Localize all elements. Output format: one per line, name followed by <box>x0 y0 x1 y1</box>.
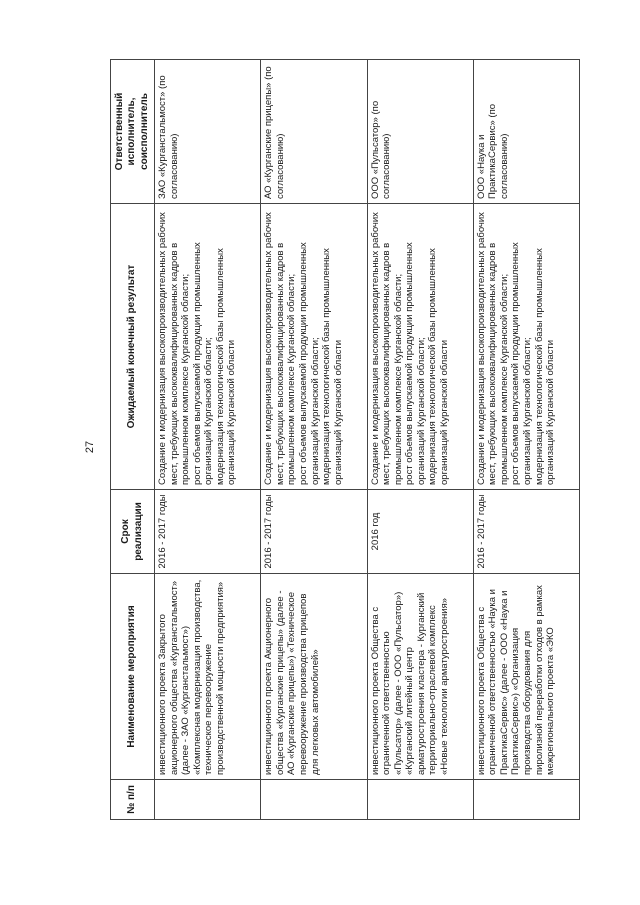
result-line: модернизация технологической базы промышленных организаций Курганской области <box>533 248 557 485</box>
result-line: рост объемов выпускаемой продукции промышленных организаций Курганской области; <box>297 242 321 485</box>
cell-responsible: АО «Курганские прицепы» (по согласованию) <box>261 60 367 204</box>
cell-num <box>155 780 261 820</box>
cell-term: 2016 год <box>367 490 473 574</box>
header-name: Наименование мероприятия <box>111 574 155 780</box>
cell-term: 2016 - 2017 годы <box>473 490 579 574</box>
cell-term: 2016 - 2017 годы <box>261 490 367 574</box>
cell-responsible: ООО «Наука и ПрактикаСервис» (по согласованию) <box>473 60 579 204</box>
result-line: Создание и модернизация высокопроизводительных рабочих мест, требующих высококвалифицированных кадров в промышленном комплексе Курганской области; <box>369 212 404 485</box>
result-line: Создание и модернизация высокопроизводительных рабочих мест, требующих высококвалифицированных кадров в промышленном комплексе Курганской области; <box>475 212 510 485</box>
table-row <box>367 60 473 820</box>
cell-result <box>473 204 579 490</box>
result-line: Создание и модернизация высокопроизводительных рабочих мест, требующих высококвалифицированных кадров в промышленном комплексе Курганской области; <box>157 212 192 485</box>
result-line: рост объемов выпускаемой продукции промышленных организаций Курганской области; <box>191 242 215 485</box>
header-num: № п/п <box>111 780 155 820</box>
cell-num <box>473 780 579 820</box>
measures-table <box>110 59 580 820</box>
header-result: Ожидаемый конечный результат <box>111 204 155 490</box>
cell-name: инвестиционного проекта Общества с ограниченной ответственностью «Пульсатор» (далее - ООО «Пульсатор») «Курганский литейный центр арматуростроения кластера - Курганский территориально-отраслевой комплекс «Новые технологии арматуростроения» <box>367 574 473 780</box>
result-line: модернизация технологической базы промышленных организаций Курганской области <box>214 248 238 485</box>
table-header-row <box>111 60 155 820</box>
cell-responsible: ЗАО «Курганстальмост» (по согласованию) <box>155 60 261 204</box>
result-line: рост объемов выпускаемой продукции промышленных организаций Курганской области; <box>510 242 534 485</box>
cell-term: 2016 - 2017 годы <box>155 490 261 574</box>
table-row <box>155 60 261 820</box>
result-line: модернизация технологической базы промышленных организаций Курганской области <box>427 248 450 485</box>
table-row <box>473 60 579 820</box>
table-container <box>110 60 580 820</box>
rotated-table <box>110 60 580 820</box>
cell-num <box>367 780 473 820</box>
cell-name: инвестиционного проекта Акционерного общества «Курганские прицепы» (далее - АО «Курганские прицепы») «Техническое перевооружение производства прицепов для легковых автомобилей» <box>261 574 367 780</box>
result-line: Создание и модернизация высокопроизводительных рабочих мест, требующих высококвалифицированных кадров в промышленном комплексе Курганской области; <box>263 212 298 485</box>
header-term: Срок реализации <box>111 490 155 574</box>
result-line: модернизация технологической базы промышленных организаций Курганской области <box>321 248 344 485</box>
cell-result <box>155 204 261 490</box>
cell-name: инвестиционного проекта Закрытого акционерного общества «Курганстальмост» (далее - ЗАО «Курганстальмост») «Комплексная модернизация производства, техническое перевооружение производственной мощности предприятия» <box>155 574 261 780</box>
header-responsible: Ответственный исполнитель, соисполнитель <box>111 60 155 204</box>
table-row <box>261 60 367 820</box>
result-line: рост объемов выпускаемой продукции промышленных организаций Курганской области; <box>404 242 427 485</box>
cell-result <box>367 204 473 490</box>
cell-name: инвестиционного проекта Общества с ограниченной ответственностью «Наука и ПрактикаСервис» (далее - ООО «Наука и ПрактикаСервис») «Организация производства оборудования для пиролизной переработки отходов в рамках межрегионального проекта «ЭКО <box>473 574 579 780</box>
page-number: 27 <box>84 440 96 454</box>
cell-num <box>261 780 367 820</box>
cell-responsible: ООО «Пульсатор» (по согласованию) <box>367 60 473 204</box>
cell-result <box>261 204 367 490</box>
